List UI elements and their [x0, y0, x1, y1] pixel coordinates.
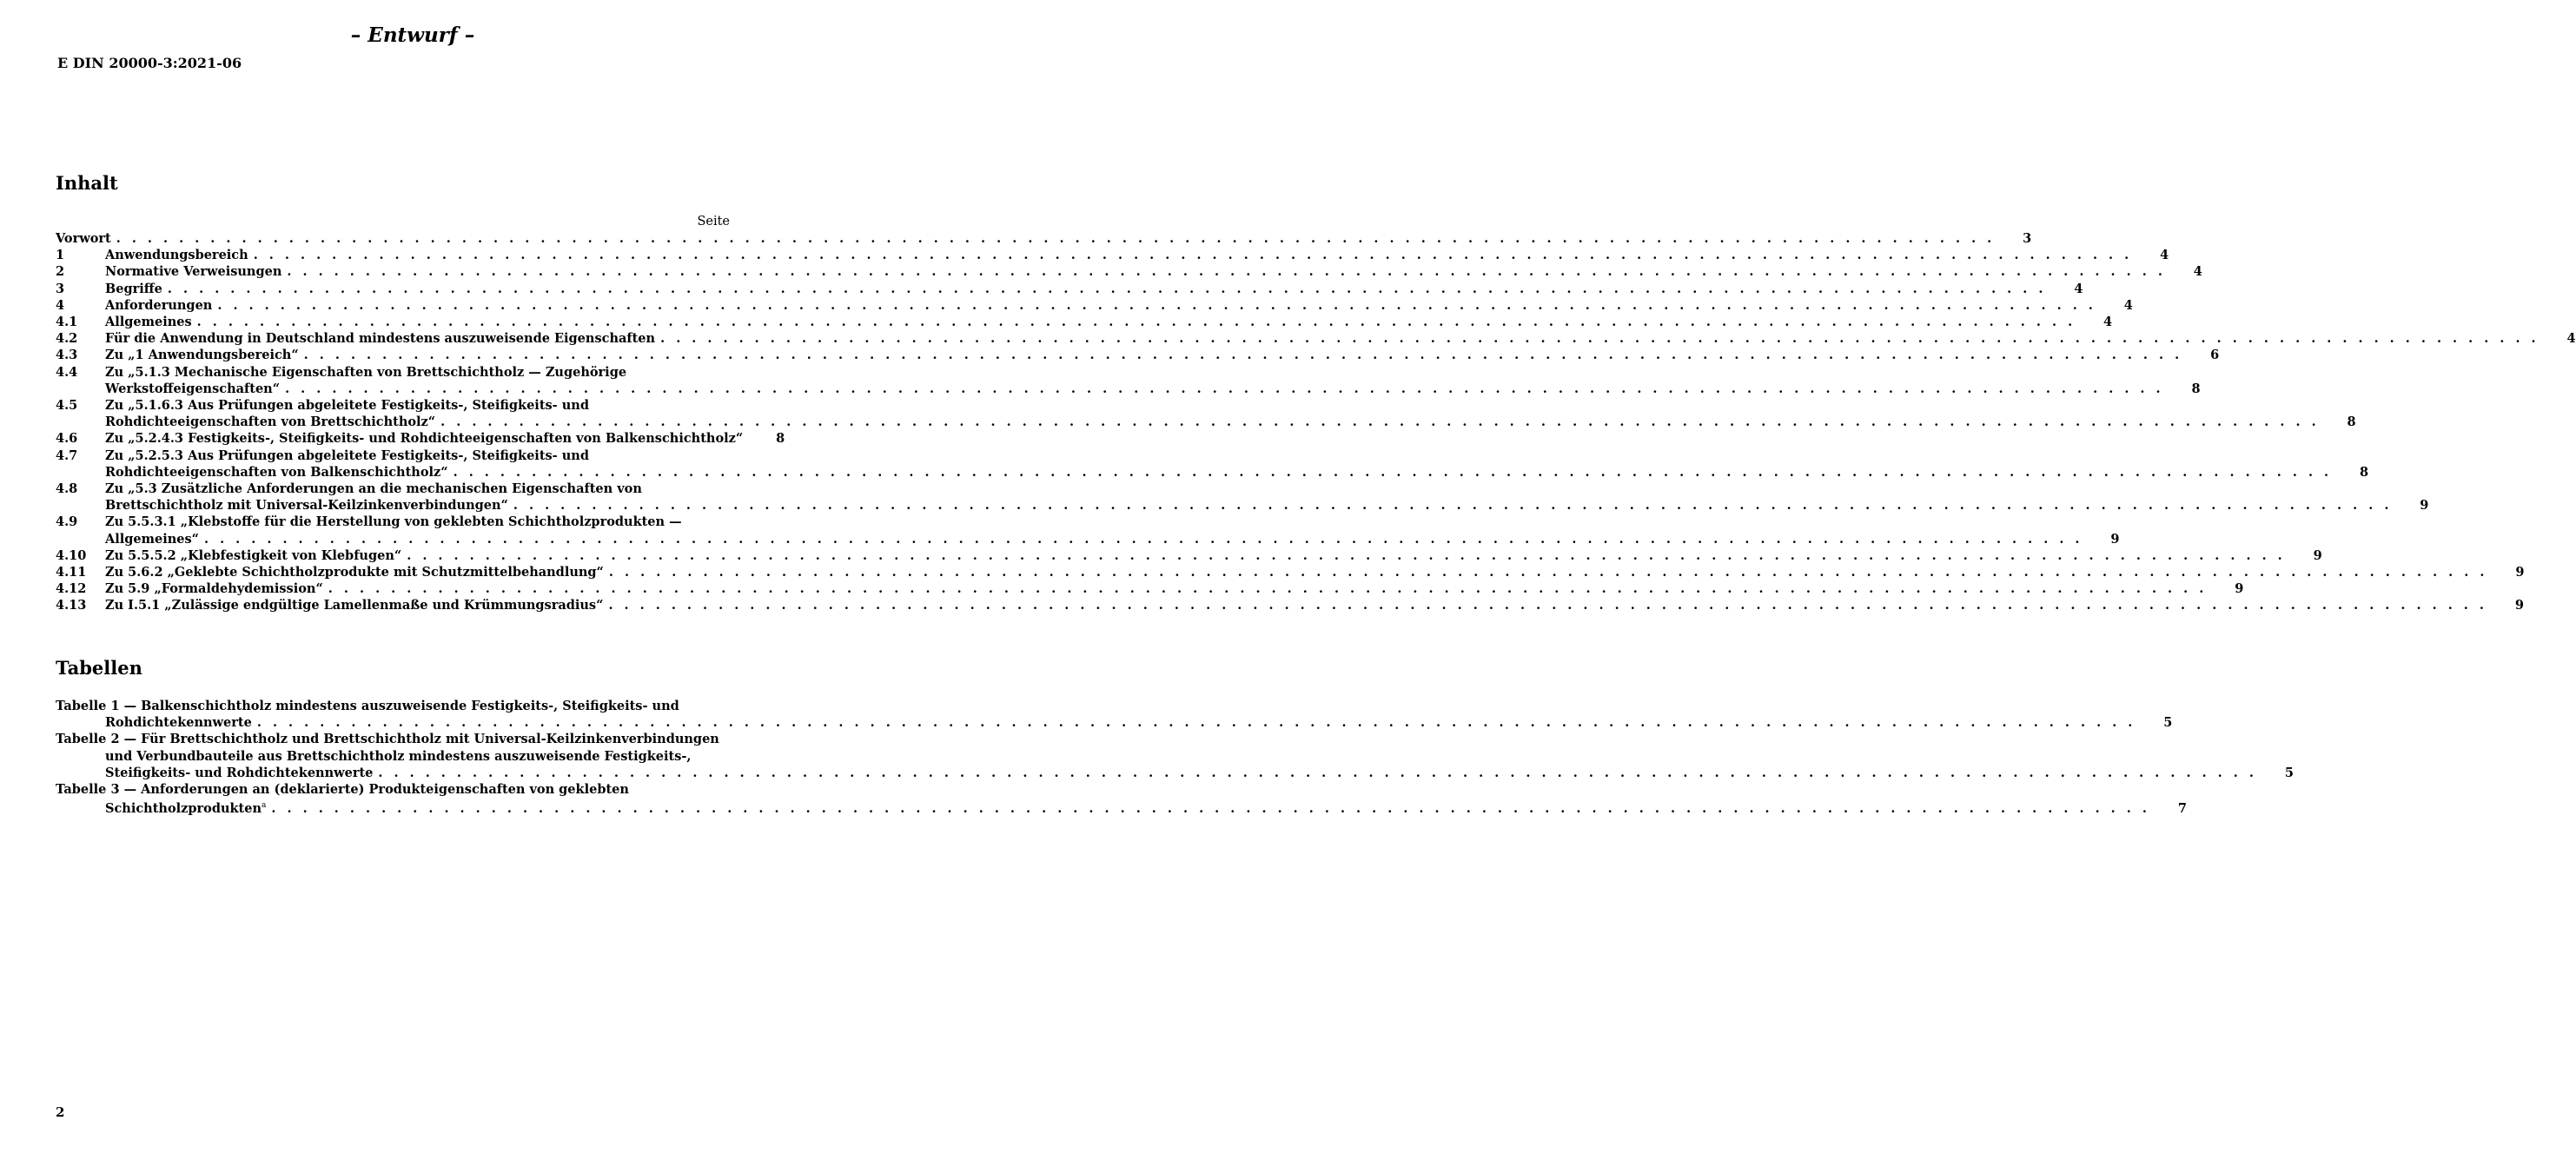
- toc-entry-line: [56, 230, 2032, 247]
- dot-leader: . . . . . . . . . . . . . . . . . . . . . . . . . . . . . . . . . . . . . . . . . . . . . . . . . . . . . . . . . . . . . . . . . . . . . . . . . . . . . . . . . . . . . . . . . . . . . . . . . . . . . . . . . . . . . . . . . . . . . . . .: [660, 331, 2540, 347]
- list-of-tables: [56, 698, 2294, 817]
- table-list-entry-page: 5: [2284, 765, 2294, 780]
- toc-entry-page: 4: [2193, 264, 2202, 280]
- toc-entry[interactable]: [56, 514, 2120, 547]
- toc-entry-line: [105, 330, 2576, 347]
- toc-entry-page: 9: [2420, 498, 2429, 514]
- toc-entry-line: [105, 464, 2369, 481]
- toc-entry-body: [105, 364, 2201, 397]
- toc-entry-text: Werkstoffeigenschaften“: [105, 381, 281, 396]
- dot-leader: . . . . . . . . . . . . . . . . . . . . . . . . . . . . . . . . . . . . . . . . . . . . . . . . . . . . . . . . . . . . . . . . . . . . . . . . . . . . . . . . . . . . . . . . . . . . . . . . . . . . . . . . . . . . . . . . . . . . . . . .: [303, 348, 2183, 363]
- toc-entry-body: [105, 397, 2356, 430]
- toc-entry-body: [105, 564, 2525, 580]
- toc-entry-text: Normative Verweisungen: [105, 264, 282, 280]
- table-list-entry[interactable]: [56, 781, 2187, 817]
- toc-entry-line: [105, 497, 2429, 514]
- toc-entry-line: [105, 414, 2356, 430]
- toc-entry-line: [105, 314, 2113, 330]
- toc-entry-body: [105, 430, 785, 447]
- toc-entry[interactable]: [56, 547, 2322, 564]
- toc-entry-number: 4.5: [56, 398, 78, 414]
- dot-leader: . . . . . . . . . . . . . . . . . . . . . . . . . . . . . . . . . . . . . . . . . . . . . . . . . . . . . . . . . . . . . . . . . . . . . . . . . . . . . . . . . . . . . . . . . . . . . . . . . . . . . . . . . . . . . . . . . . . . . . . .: [167, 281, 2047, 296]
- toc-entry-text: Rohdichteeigenschaften von Brettschichtholz“: [105, 414, 436, 430]
- table-list-entry-page: 7: [2177, 801, 2187, 817]
- toc-entry-number: 4.10: [56, 547, 87, 563]
- dot-leader: . . . . . . . . . . . . . . . . . . . . . . . . . . . . . . . . . . . . . . . . . . . . . . . . . . . . . . . . . . . . . . . . . . . . . . . . . . . . . . . . . . . . . . . . . . . . . . . . . . . . . . . . . . . . . . . . . . . . . . . .: [203, 531, 2083, 547]
- toc-entry-text: Zu 5.6.2 „Geklebte Schichtholzprodukte mit Schutzmittelbehandlung“: [105, 565, 604, 580]
- toc-entry-text: Für die Anwendung in Deutschland mindestens auszuweisende Eigenschaften: [105, 331, 656, 347]
- toc-entry-page: 3: [2023, 231, 2032, 246]
- toc-entry[interactable]: [56, 330, 2576, 347]
- toc-entry-body: [105, 281, 2083, 297]
- dot-leader: . . . . . . . . . . . . . . . . . . . . . . . . . . . . . . . . . . . . . . . . . . . . . . . . . . . . . . . . . . . . . . . . . . . . . . . . . . . . . . . . . . . . . . . . . . . . . . . . . . . . . . . . . . . . . . . . . . . . . . . .: [328, 581, 2208, 597]
- toc-entry-list: [56, 230, 2576, 614]
- toc-entry-number: 3: [56, 281, 65, 296]
- table-list-entry-page: 5: [2163, 715, 2173, 731]
- toc-entry-body: [105, 481, 2429, 514]
- toc-entry-text: Allgemeines: [105, 315, 192, 330]
- toc-entry-page: 4: [2123, 297, 2133, 313]
- toc-entry[interactable]: [56, 364, 2201, 397]
- table-list-entry-text-wrap: [105, 765, 373, 781]
- toc-entry-text: Zu 5.5.5.2 „Klebfestigkeit von Klebfugen“: [105, 547, 402, 563]
- page-column-label: Seite: [697, 215, 730, 229]
- table-list-entry-text: Steifigkeits- und Rohdichtekennwerte: [105, 765, 374, 780]
- toc-entry-page: 9: [2514, 598, 2524, 613]
- toc-entry-number: 4.9: [56, 514, 78, 530]
- dot-leader: . . . . . . . . . . . . . . . . . . . . . . . . . . . . . . . . . . . . . . . . . . . . . . . . . . . . . . . . . . . . . . . . . . . . . . . . . . . . . . . . . . . . . . . . . . . . . . . . . . . . . . . . . . . . . . . . . . . . . . . .: [196, 315, 2076, 330]
- dot-leader: . . . . . . . . . . . . . . . . . . . . . . . . . . . . . . . . . . . . . . . . . . . . . . . . . . . . . . . . . . . . . . . . . . . . . . . . . . . . . . . . . . . . . . . . . . . . . . . . . . . . . . . . . . . . . . . . . . . . . . . .: [116, 231, 1996, 246]
- toc-entry[interactable]: [56, 564, 2525, 580]
- table-list-entry-body: [56, 731, 2294, 781]
- dot-leader: . . . . . . . . . . . . . . . . . . . . . . . . . . . . . . . . . . . . . . . . . . . . . . . . . . . . . . . . . . . . . . . . . . . . . . . . . . . . . . . . . . . . . . . . . . . . . . . . . . . . . . . . . . . . . . . . . . . . . . . .: [608, 598, 2487, 613]
- toc-entry[interactable]: [56, 597, 2524, 613]
- footnote-marker: a: [262, 801, 267, 811]
- toc-entry-page: 9: [2110, 531, 2120, 547]
- dot-leader: . . . . . . . . . . . . . . . . . . . . . . . . . . . . . . . . . . . . . . . . . . . . . . . . . . . . . . . . . . . . . . . . . . . . . . . . . . . . . . . . . . . . . . . . . . . . . . . . . . . . . . . . . . . . . . . . . . . . . . . .: [440, 414, 2320, 430]
- toc-entry[interactable]: [56, 347, 2220, 363]
- table-list-entry[interactable]: [56, 731, 2294, 781]
- toc-entry-body: [105, 297, 2133, 314]
- toc-entry-body: [105, 580, 2244, 597]
- toc-entry-page: 4: [2566, 331, 2576, 347]
- toc-entry-text: Begriffe: [105, 281, 162, 296]
- toc-entry-line: [105, 531, 2120, 547]
- toc-entry-page: 8: [2360, 464, 2369, 480]
- toc-entry-line: [105, 547, 2322, 564]
- dot-leader: . . . . . . . . . . . . . . . . . . . . . . . . . . . . . . . . . . . . . . . . . . . . . . . . . . . . . . . . . . . . . . . . . . . . . . . . . . . . . . . . . . . . . . . . . . . . . . . . . . . . . . . . . . . . . . . . . . . . . . . .: [407, 547, 2286, 563]
- toc-entry-line: [105, 263, 2202, 280]
- toc-entry-body: [105, 547, 2322, 564]
- toc-entry-number: 4.12: [56, 581, 87, 597]
- table-entry-list: [56, 698, 2294, 817]
- document-id: E DIN 20000-3:2021-06: [57, 55, 242, 71]
- toc-entry-page: 8: [776, 431, 785, 447]
- toc-entry-text: Zu „5.1.3 Mechanische Eigenschaften von Brettschichtholz — Zugehörige: [105, 364, 627, 380]
- dot-leader: . . . . . . . . . . . . . . . . . . . . . . . . . . . . . . . . . . . . . . . . . . . . . . . . . . . . . . . . . . . . . . . . . . . . . . . . . . . . . . . . . . . . . . . . . . . . . . . . . . . . . . . . . . . . . . . . . . . . . . . .: [287, 264, 2166, 280]
- toc-entry-body: [56, 230, 2032, 247]
- toc-entry[interactable]: [56, 448, 2369, 481]
- toc-entry[interactable]: [56, 263, 2202, 280]
- dot-leader: . . . . . . . . . . . . . . . . . . . . . . . . . . . . . . . . . . . . . . . . . . . . . . . . . . . . . . . . . . . . . . . . . . . . . . . . . . . . . . . . . . . . . . . . . . . . . . . . . . . . . . . . . . . . . . . . . . . . . . . .: [256, 715, 2136, 731]
- table-list-entry-body: [56, 781, 2187, 817]
- toc-entry-line: [105, 580, 2244, 597]
- table-list-entry-text-wrap: [105, 714, 252, 731]
- toc-entry-number: 4.11: [56, 565, 87, 580]
- toc-entry-page: 8: [2347, 414, 2356, 430]
- toc-entry-number: 4.2: [56, 331, 78, 347]
- toc-entry-text: Zu 5.9 „Formaldehydemission“: [105, 581, 323, 597]
- dot-leader: . . . . . . . . . . . . . . . . . . . . . . . . . . . . . . . . . . . . . . . . . . . . . . . . . . . . . . . . . . . . . . . . . . . . . . . . . . . . . . . . . . . . . . . . . . . . . . . . . . . . . . . . . . . . . . . . . . . . . . . .: [271, 801, 2150, 817]
- dot-leader: . . . . . . . . . . . . . . . . . . . . . . . . . . . . . . . . . . . . . . . . . . . . . . . . . . . . . . . . . . . . . . . . . . . . . . . . . . . . . . . . . . . . . . . . . . . . . . . . . . . . . . . . . . . . . . . . . . . . . . . .: [608, 565, 2488, 580]
- tables-title: Tabellen: [56, 657, 142, 679]
- toc-entry-body: [105, 347, 2220, 363]
- toc-entry-line: [105, 597, 2524, 613]
- toc-entry-number: 1: [56, 248, 65, 263]
- toc-entry-page: 9: [2313, 547, 2322, 563]
- dot-leader: . . . . . . . . . . . . . . . . . . . . . . . . . . . . . . . . . . . . . . . . . . . . . . . . . . . . . . . . . . . . . . . . . . . . . . . . . . . . . . . . . . . . . . . . . . . . . . . . . . . . . . . . . . . . . . . . . . . . . . . .: [453, 464, 2333, 480]
- toc-entry-number: 4.4: [56, 364, 78, 380]
- toc-entry-number: 4.7: [56, 448, 78, 463]
- toc-entry-text: Anforderungen: [105, 297, 213, 313]
- toc-entry-text: Allgemeines“: [105, 531, 199, 547]
- toc-entry-page: 9: [2235, 581, 2244, 597]
- table-list-entry-line: [105, 714, 2173, 731]
- page-number: 2: [56, 1104, 65, 1120]
- dot-leader: . . . . . . . . . . . . . . . . . . . . . . . . . . . . . . . . . . . . . . . . . . . . . . . . . . . . . . . . . . . . . . . . . . . . . . . . . . . . . . . . . . . . . . . . . . . . . . . . . . . . . . . . . . . . . . . . . . . . . . . .: [513, 498, 2393, 514]
- table-list-entry-text-wrap: [105, 798, 266, 817]
- toc-entry-text: Zu „5.2.4.3 Festigkeits-, Steifigkeits- und Rohdichteeigenschaften von Balkenschichtholz“: [105, 431, 744, 447]
- dot-leader: . . . . . . . . . . . . . . . . . . . . . . . . . . . . . . . . . . . . . . . . . . . . . . . . . . . . . . . . . . . . . . . . . . . . . . . . . . . . . . . . . . . . . . . . . . . . . . . . . . . . . . . . . . . . . . . . . . . . . . . .: [378, 765, 2257, 780]
- toc-entry-number: 4: [56, 297, 65, 313]
- toc-entry-page: 4: [2103, 315, 2113, 330]
- table-list-entry-line: [105, 765, 2294, 781]
- toc-entry-page: 8: [2191, 381, 2201, 396]
- toc-entry-number: 2: [56, 264, 65, 280]
- toc-entry-text: Rohdichteeigenschaften von Balkenschichtholz“: [105, 464, 448, 480]
- table-list-entry-text: Tabelle 2 — Für Brettschichtholz und Brettschichtholz mit Universal-Keilzinkenverbindungen: [56, 732, 719, 747]
- table-list-entry-line: [105, 798, 2187, 817]
- table-of-contents: [56, 214, 2576, 614]
- toc-entry-page: 9: [2515, 565, 2525, 580]
- toc-entry-line: [105, 247, 2169, 263]
- toc-entry-number: 4.8: [56, 481, 78, 497]
- toc-entry[interactable]: [56, 314, 2113, 330]
- toc-entry-body: [105, 597, 2524, 613]
- table-list-entry[interactable]: [56, 698, 2173, 731]
- toc-entry-line: [105, 347, 2220, 363]
- dot-leader: . . . . . . . . . . . . . . . . . . . . . . . . . . . . . . . . . . . . . . . . . . . . . . . . . . . . . . . . . . . . . . . . . . . . . . . . . . . . . . . . . . . . . . . . . . . . . . . . . . . . . . . . . . . . . . . . . . . . . . . .: [253, 248, 2133, 263]
- toc-entry-text: Brettschichtholz mit Universal-Keilzinkenverbindungen“: [105, 498, 508, 514]
- toc-entry-body: [105, 514, 2120, 547]
- toc-entry-number: 4.6: [56, 431, 78, 447]
- toc-entry-body: [105, 330, 2576, 347]
- toc-entry[interactable]: [56, 430, 785, 447]
- table-list-entry-text: Schichtholzprodukten: [105, 801, 262, 817]
- dot-leader: . . . . . . . . . . . . . . . . . . . . . . . . . . . . . . . . . . . . . . . . . . . . . . . . . . . . . . . . . . . . . . . . . . . . . . . . . . . . . . . . . . . . . . . . . . . . . . . . . . . . . . . . . . . . . . . . . . . . . . . .: [217, 297, 2096, 313]
- toc-entry-body: [105, 448, 2369, 481]
- toc-entry-number: 4.13: [56, 598, 87, 613]
- toc-entry-text: Zu „5.3 Zusätzliche Anforderungen an die mechanischen Eigenschaften von: [105, 481, 642, 497]
- toc-entry[interactable]: [56, 281, 2083, 297]
- toc-entry[interactable]: [56, 297, 2133, 314]
- table-list-entry-text: Tabelle 3 — Anforderungen an (deklarierte) Produkteigenschaften von geklebten: [56, 782, 629, 798]
- table-list-entry-text: Tabelle 1 — Balkenschichtholz mindestens auszuweisende Festigkeits-, Steifigkeits- und: [56, 699, 679, 713]
- dot-leader: . . . . . . . . . . . . . . . . . . . . . . . . . . . . . . . . . . . . . . . . . . . . . . . . . . . . . . . . . . . . . . . . . . . . . . . . . . . . . . . . . . . . . . . . . . . . . . . . . . . . . . . . . . . . . . . . . . . . . . . .: [285, 381, 2164, 396]
- toc-entry[interactable]: [56, 247, 2169, 263]
- toc-entry-line: [105, 281, 2083, 297]
- toc-entry[interactable]: [56, 230, 2032, 247]
- toc-entry-text: Zu I.5.1 „Zulässige endgültige Lamellenmaße und Krümmungsradius“: [105, 598, 604, 613]
- toc-entry-body: [105, 263, 2202, 280]
- toc-entry[interactable]: [56, 397, 2356, 430]
- table-list-entry-body: [56, 698, 2173, 731]
- table-list-entry-text: und Verbundbauteile aus Brettschichtholz mindestens auszuweisende Festigkeits-,: [105, 748, 692, 764]
- toc-entry-line: [105, 430, 785, 447]
- toc-entry-line: [105, 297, 2133, 314]
- toc-entry-number: 4.1: [56, 315, 78, 330]
- toc-entry-number: 4.3: [56, 348, 78, 363]
- table-list-entry-text: Rohdichtekennwerte: [105, 715, 252, 731]
- draft-heading: – Entwurf –: [350, 23, 475, 47]
- toc-entry-body: [105, 314, 2113, 330]
- toc-entry-page: 4: [2074, 281, 2083, 296]
- toc-entry-page: 4: [2160, 248, 2169, 263]
- contents-title: Inhalt: [56, 172, 118, 194]
- toc-entry-line: [105, 564, 2525, 580]
- toc-entry-line: [105, 381, 2201, 397]
- toc-entry-text: Zu „5.1.6.3 Aus Prüfungen abgeleitete Festigkeits-, Steifigkeits- und: [105, 398, 589, 414]
- toc-entry-text: Vorwort: [56, 231, 111, 246]
- toc-entry-page: 6: [2210, 348, 2220, 363]
- toc-entry[interactable]: [56, 481, 2429, 514]
- toc-entry-text: Zu 5.5.3.1 „Klebstoffe für die Herstellung von geklebten Schichtholzprodukten —: [105, 514, 682, 530]
- toc-entry-body: [105, 247, 2169, 263]
- toc-entry-text: Zu „5.2.5.3 Aus Prüfungen abgeleitete Festigkeits-, Steifigkeits- und: [105, 448, 589, 463]
- toc-entry-text: Anwendungsbereich: [105, 248, 248, 263]
- toc-entry-text: Zu „1 Anwendungsbereich“: [105, 348, 299, 363]
- toc-entry[interactable]: [56, 580, 2244, 597]
